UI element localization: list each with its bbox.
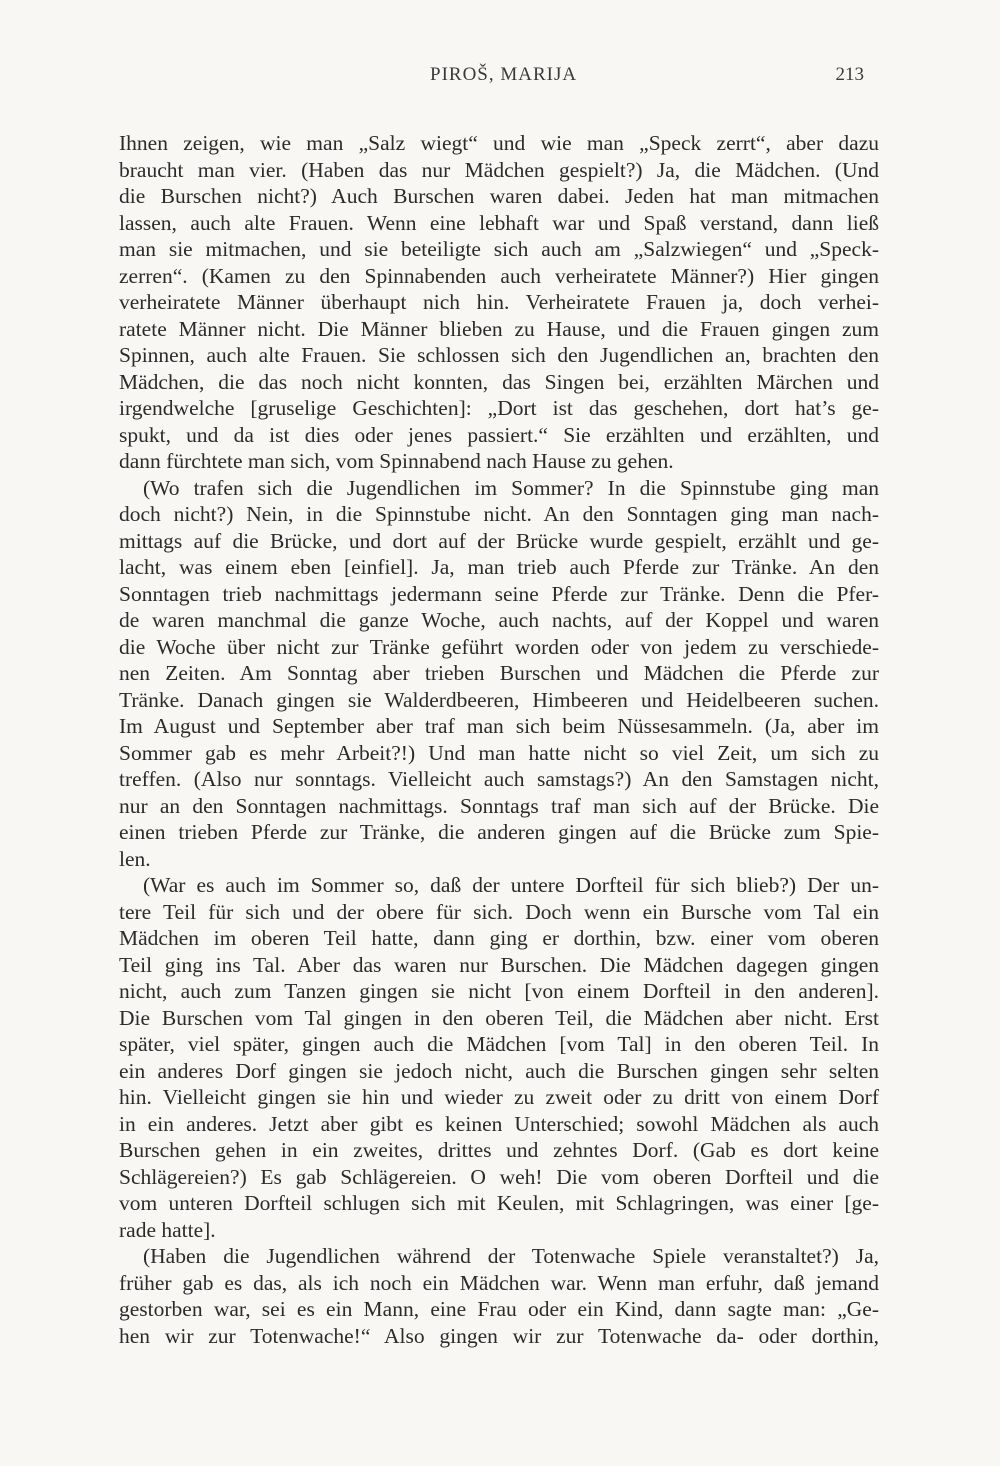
text-line: (War es auch im Sommer so, daß der untere Dorfteil für sich blieb?) Der un- — [143, 873, 879, 897]
text-line: nicht, auch zum Tanzen gingen sie nicht [von einem Dorfteil in den anderen]. — [119, 979, 879, 1003]
text-line: man sie mitmachen, und sie beteiligte sich auch am „Salzwiegen“ und „Speck- — [119, 237, 879, 261]
text-line: Mädchen im oberen Teil hatte, dann ging er dorthin, bzw. einer vom oberen — [119, 926, 879, 950]
text-line: Teil ging ins Tal. Aber das waren nur Burschen. Die Mädchen dagegen gingen — [119, 952, 879, 977]
text-line: Sonntagen trieb nachmittags jedermann seine Pferde zur Tränke. Denn die Pfer- — [119, 581, 879, 606]
text-line: spukt, und da ist dies oder jenes passiert.“ Sie erzählten und erzählten, und — [119, 422, 879, 447]
text-line: dann fürchtete man sich, vom Spinnabend nach Hause zu gehen. — [119, 449, 674, 473]
text-line: len. — [119, 846, 151, 871]
text-line: lassen, auch alte Frauen. Wenn eine lebhaft war und Spaß verstand, dann ließ — [119, 210, 879, 235]
text-line: Tränke. Danach gingen sie Walderdbeeren, Himbeeren und Heidelbeeren suchen. — [119, 687, 879, 712]
text-line: (Wo trafen sich die Jugendlichen im Sommer? In die Spinnstube ging man — [143, 475, 879, 500]
text-line: doch nicht?) Nein, in die Spinnstube nicht. An den Sonntagen ging man nach- — [119, 502, 879, 526]
text-line: lacht, was einem eben [einfiel]. Ja, man trieb auch Pferde zur Tränke. An den — [119, 555, 879, 579]
text-line: rade hatte]. — [119, 1217, 216, 1242]
text-line: mittags auf die Brücke, und dort auf der Brücke wurde gespielt, erzählt und ge- — [119, 528, 879, 553]
text-line: zerren“. (Kamen zu den Spinnabenden auch verheiratete Männer?) Hier gingen — [119, 263, 879, 288]
text-line: später, viel später, gingen auch die Mädchen [vom Tal] in den oberen Teil. In — [119, 1032, 879, 1056]
text-line: Spinnen, auch alte Frauen. Sie schlossen sich den Jugendlichen an, brachten den — [119, 343, 879, 367]
text-line: Mädchen, die das noch nicht konnten, das Singen bei, erzählten Märchen und — [119, 369, 879, 394]
text-line: de waren manchmal die ganze Woche, auch nachts, auf der Koppel und waren — [119, 608, 879, 632]
text-line: ein anderes Dorf gingen sie jedoch nicht, auch die Burschen gingen sehr selten — [119, 1058, 879, 1083]
text-line: nen Zeiten. Am Sonntag aber trieben Burschen und Mädchen die Pferde zur — [119, 661, 879, 685]
text-line: verheiratete Männer überhaupt nich hin. Verheiratete Frauen ja, doch verhei- — [119, 290, 879, 314]
text-line: vom unteren Dorfteil schlugen sich mit Keulen, mit Schlagringen, was einer [ge- — [119, 1191, 879, 1215]
text-line: hen wir zur Totenwache!“ Also gingen wir zur Totenwache da- oder dorthin, — [119, 1323, 879, 1348]
text-line: die Woche über nicht zur Tränke geführt worden oder von jedem zu verschiede- — [119, 634, 879, 659]
text-line: Ihnen zeigen, wie man „Salz wiegt“ und wie man „Speck zerrt“, aber dazu — [119, 131, 879, 155]
text-line: Sommer gab es mehr Arbeit?!) Und man hatte nicht so viel Zeit, um sich zu — [119, 740, 879, 765]
text-line: irgendwelche [gruselige Geschichten]: „Dort ist das geschehen, dort hat’s ge- — [119, 396, 879, 420]
text-line: Die Burschen vom Tal gingen in den oberen Teil, die Mädchen aber nicht. Erst — [119, 1005, 879, 1030]
text-line: in ein anderes. Jetzt aber gibt es keinen Unterschied; sowohl Mädchen als auch — [119, 1111, 879, 1136]
text-line: Burschen gehen in ein zweites, drittes und zehntes Dorf. (Gab es dort keine — [119, 1138, 879, 1162]
text-line: einen trieben Pferde zur Tränke, die anderen gingen auf die Brücke zum Spie- — [119, 820, 879, 844]
text-line: treffen. (Also nur sonntags. Vielleicht auch samstags?) An den Samstagen nicht, — [119, 767, 879, 791]
text-line: tere Teil für sich und der obere für sich. Doch wenn ein Bursche vom Tal ein — [119, 899, 879, 924]
text-line: (Haben die Jugendlichen während der Totenwache Spiele veranstaltet?) Ja, — [143, 1244, 879, 1268]
page-number: 213 — [835, 64, 864, 85]
text-line: nur an den Sonntagen nachmittags. Sonntags traf man sich auf der Brücke. Die — [119, 793, 879, 818]
text-line: gestorben war, sei es ein Mann, eine Frau oder ein Kind, dann sagte man: „Ge- — [119, 1297, 879, 1321]
text-line: Im August und September aber traf man sich beim Nüssesammeln. (Ja, aber im — [119, 714, 879, 738]
text-line: Schlägereien?) Es gab Schlägereien. O weh! Die vom oberen Dorfteil und die — [119, 1164, 879, 1189]
text-line: ratete Männer nicht. Die Männer blieben zu Hause, und die Frauen gingen zum — [119, 316, 879, 341]
text-line: die Burschen nicht?) Auch Burschen waren dabei. Jeden hat man mitmachen — [119, 184, 879, 208]
text-line: hin. Vielleicht gingen sie hin und wieder zu zweit oder zu dritt von einem Dorf — [119, 1085, 879, 1109]
running-title: PIROŠ, MARIJA — [430, 64, 578, 85]
text-line: braucht man vier. (Haben das nur Mädchen gespielt?) Ja, die Mädchen. (Und — [119, 157, 879, 182]
text-line: früher gab es das, als ich noch ein Mädchen war. Wenn man erfuhr, daß jemand — [119, 1270, 879, 1295]
